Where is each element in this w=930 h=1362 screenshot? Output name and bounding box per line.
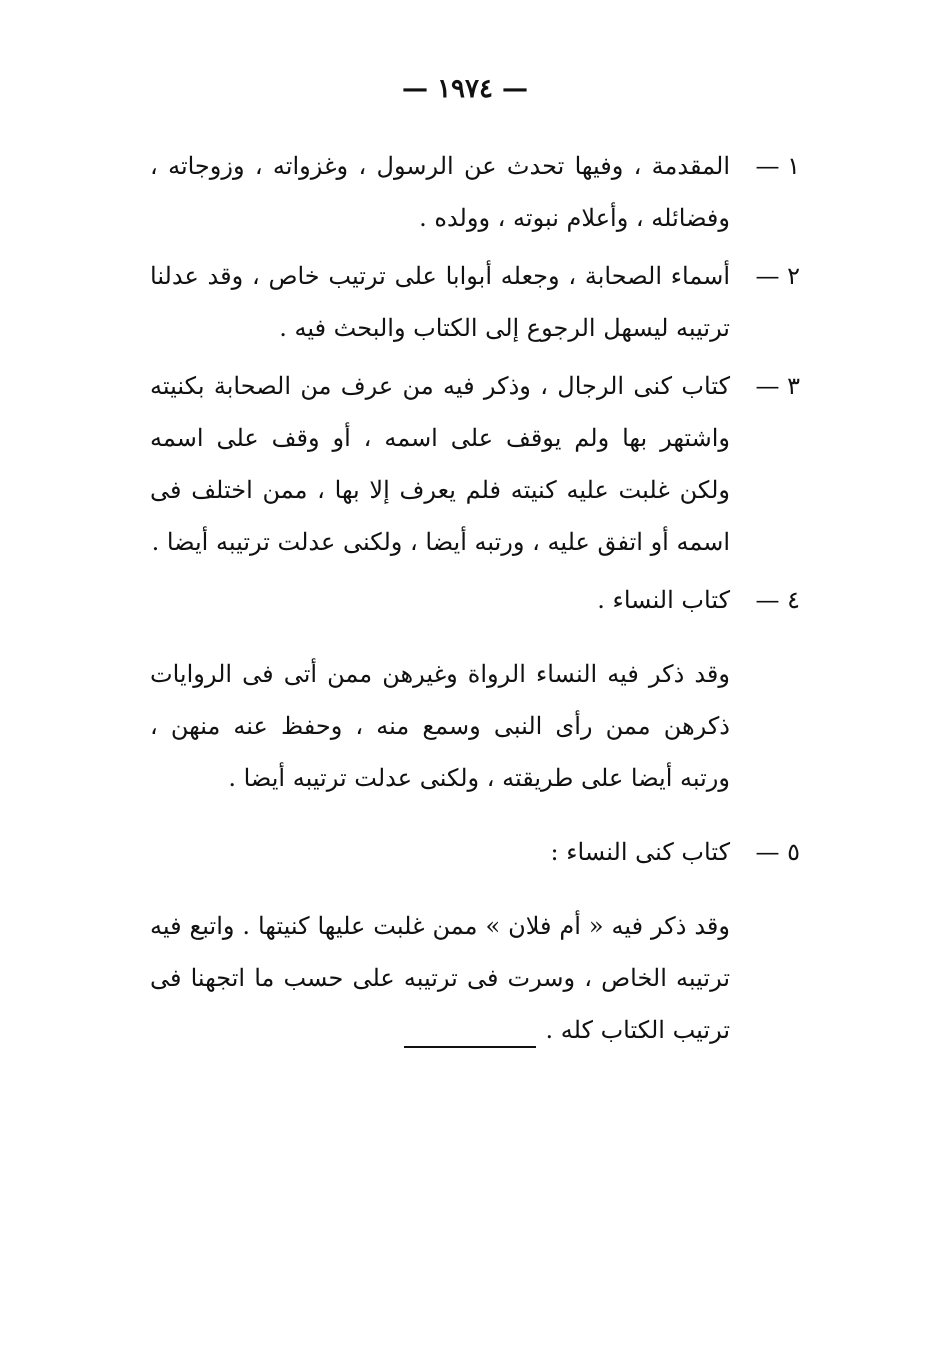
item-number: ٥ —: [755, 838, 800, 866]
item-text: المقدمة ، وفيها تحدث عن الرسول ، وغزواته ، وزوجاته ، وفضائله ، وأعلام نبوته ، وولده .: [150, 152, 730, 232]
item-text: كتاب كنى الرجال ، وذكر فيه من عرف من الصحابة بكنيته واشتهر بها ولم يوقف على اسمه ، أو وقف على اسمه ولكن غلبت عليه كنيته فلم يعرف إلا بها ، ممن اختلف فى اسمه أو اتفق عليه ، ورتبه أيضا ، ولكنى عدلت ترتيبه أيضا .: [150, 372, 730, 556]
paragraph-women-kunya: وقد ذكر فيه « أم فلان » ممن غلبت عليها كنيتها . واتبع فيه ترتيبه الخاص ، وسرت فى ترتيبه على حسب ما اتجهنا فى ترتيب الكتاب كله .: [150, 912, 730, 1044]
item-number: ١ —: [755, 152, 800, 180]
item-number: ٣ —: [755, 372, 800, 400]
list-item-2: [150, 250, 800, 354]
list-item-5: [150, 826, 800, 878]
list-item-4: [150, 574, 800, 626]
page-number: — ١٩٧٤ —: [402, 74, 528, 104]
item-number: ٤ —: [755, 586, 800, 614]
item-text: كتاب كنى النساء :: [550, 838, 730, 866]
list-item-1: [150, 140, 800, 244]
item-number: ٢ —: [755, 262, 800, 290]
main-text: [150, 140, 800, 1078]
item-text: كتاب النساء .: [597, 586, 730, 614]
closing-rule: [404, 1046, 536, 1048]
paragraph-women-narrators: وقد ذكر فيه النساء الرواة وغيرهن ممن أتى فى الروايات ذكرهن ممن رأى النبى وسمع منه ، وحفظ عنه منهن ، ورتبه أيضا على طريقته ، ولكنى عدلت ترتيبه أيضا .: [150, 660, 730, 792]
item-text: أسماء الصحابة ، وجعله أبوابا على ترتيب خاص ، وقد عدلنا ترتيبه ليسهل الرجوع إلى الكتاب والبحث فيه .: [150, 262, 730, 342]
list-item-3: [150, 360, 800, 568]
